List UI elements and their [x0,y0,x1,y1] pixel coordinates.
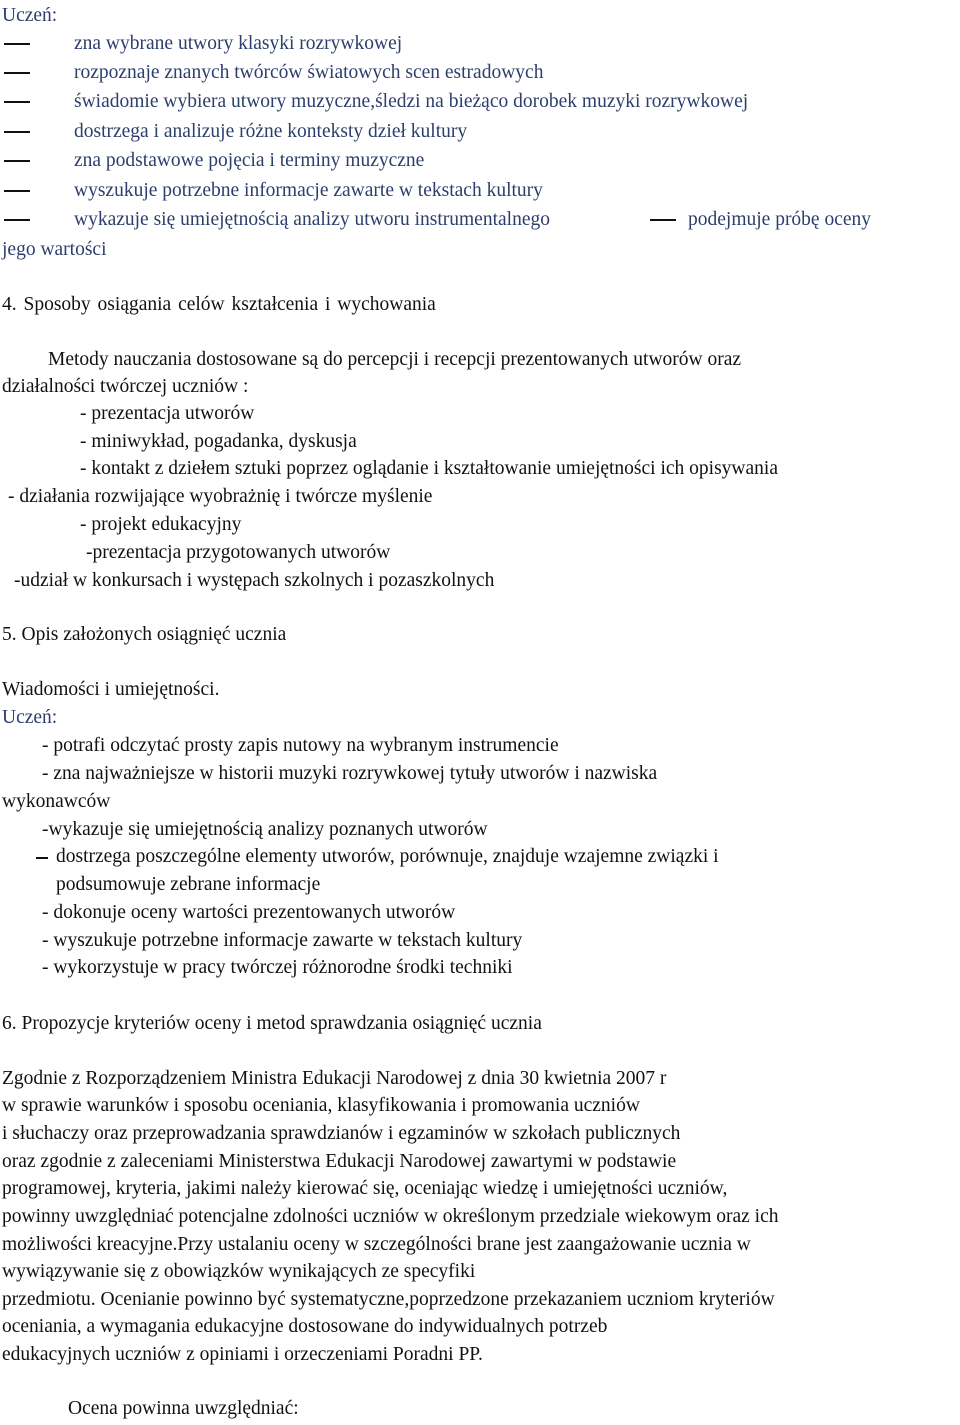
paragraph-line: edukacyjnych uczniów z opiniami i orzeczeniami Poradni PP. [2,1344,483,1365]
list-item: wykazuje się umiejętnością analizy utworu instrumentalnego [74,209,550,230]
list-item-continuation: jego wartości [2,239,107,260]
section-4-intro-cont: działalności twórczej uczniów : [2,376,249,397]
section-4-intro: Metody nauczania dostosowane są do percepcji i recepcji prezentowanych utworów oraz [48,349,742,370]
uczen-heading: Uczeń: [2,5,58,26]
dash-bullet [4,219,30,221]
paragraph-line: przedmiotu. Ocenianie powinno być systematyczne,poprzedzone przekazaniem uczniom kryteriów [2,1289,775,1310]
achievement-item: dostrzega poszczególne elementy utworów, porównuje, znajduje wzajemne związki i [56,846,719,867]
method-item: - projekt edukacyjny [80,514,242,535]
uczen-heading: Uczeń: [2,707,58,728]
paragraph-line: oraz zgodnie z zaleceniami Ministerstwa Edukacji Narodowej zawartymi w podstawie [2,1151,677,1172]
section-4-heading: 4. Sposoby osiągania celów kształcenia i wychowania [2,294,436,315]
dash-bullet [4,190,30,192]
dash-bullet [4,101,30,103]
paragraph-line: możliwości kreacyjne.Przy ustalaniu oceny w szczególności brane jest zaangażowanie ucznia w [2,1234,751,1255]
list-item: zna podstawowe pojęcia i terminy muzyczne [74,150,425,171]
paragraph-line: oceniania, a wymagania edukacyjne dostosowane do indywidualnych potrzeb [2,1316,608,1337]
list-item: wyszukuje potrzebne informacje zawarte w tekstach kultury [74,180,543,201]
section-5-heading: 5. Opis założonych osiągnięć ucznia [2,624,287,645]
section-5-subheading: Wiadomości i umiejętności. [2,679,220,700]
dash-bullet [4,72,30,74]
dash-bullet [4,43,30,45]
list-item: dostrzega i analizuje różne konteksty dzieł kultury [74,121,468,142]
achievement-item: - potrafi odczytać prosty zapis nutowy na wybranym instrumencie [42,735,559,756]
achievement-item: -wykazuje się umiejętnością analizy poznanych utworów [42,819,488,840]
method-item: - działania rozwijające wyobrażnię i twórcze myślenie [8,486,433,507]
list-item: rozpoznaje znanych twórców światowych scen estradowych [74,62,544,83]
method-item: -udział w konkursach i występach szkolnych i pozaszkolnych [14,570,495,591]
dash-bullet [36,857,48,859]
achievement-item: - dokonuje oceny wartości prezentowanych utworów [42,902,456,923]
method-item: -prezentacja przygotowanych utworów [86,542,391,563]
method-item: - miniwykład, pogadanka, dyskusja [80,431,357,452]
achievement-item: - wyszukuje potrzebne informacje zawarte w tekstach kultury [42,930,523,951]
method-item: - prezentacja utworów [80,403,255,424]
paragraph-line: Zgodnie z Rozporządzeniem Ministra Edukacji Narodowej z dnia 30 kwietnia 2007 r [2,1068,667,1089]
paragraph-line: programowej, kryteria, jakimi należy kierować się, oceniając wiedzę i umiejętności uczniów, [2,1178,728,1199]
paragraph-line: w sprawie warunków i sposobu oceniania, klasyfikowania i promowania uczniów [2,1095,640,1116]
dash-bullet [4,131,30,133]
paragraph-line: powinny uwzględniać potencjalne zdolności uczniów w określonym przedziale wiekowym oraz ich [2,1206,779,1227]
achievement-item: - wykorzystuje w pracy twórczej różnorodne środki techniki [42,957,513,978]
paragraph-line: i słuchaczy oraz przeprowadzania sprawdzianów i egzaminów w szkołach publicznych [2,1123,681,1144]
method-item: - kontakt z dziełem sztuki poprzez oglądanie i kształtowanie umiejętności ich opisywania [80,458,778,479]
list-item: podejmuje próbę oceny [688,209,872,230]
list-item: zna wybrane utwory klasyki rozrywkowej [74,33,403,54]
dash-separator [650,219,676,221]
achievement-item-continuation: wykonawców [2,791,111,812]
section-6-heading: 6. Propozycje kryteriów oceny i metod sprawdzania osiągnięć ucznia [2,1013,542,1034]
dash-bullet [4,160,30,162]
achievement-item: - zna najważniejsze w historii muzyki rozrywkowej tytuły utworów i nazwiska [42,763,658,784]
paragraph-line: wywiązywanie się z obowiązków wynikających ze specyfiki [2,1261,476,1282]
list-item: świadomie wybiera utwory muzyczne,śledzi na bieżąco dorobek muzyki rozrywkowej [74,91,749,112]
achievement-item-continuation: podsumowuje zebrane informacje [56,874,321,895]
closing-line: Ocena powinna uwzględniać: [68,1398,299,1419]
